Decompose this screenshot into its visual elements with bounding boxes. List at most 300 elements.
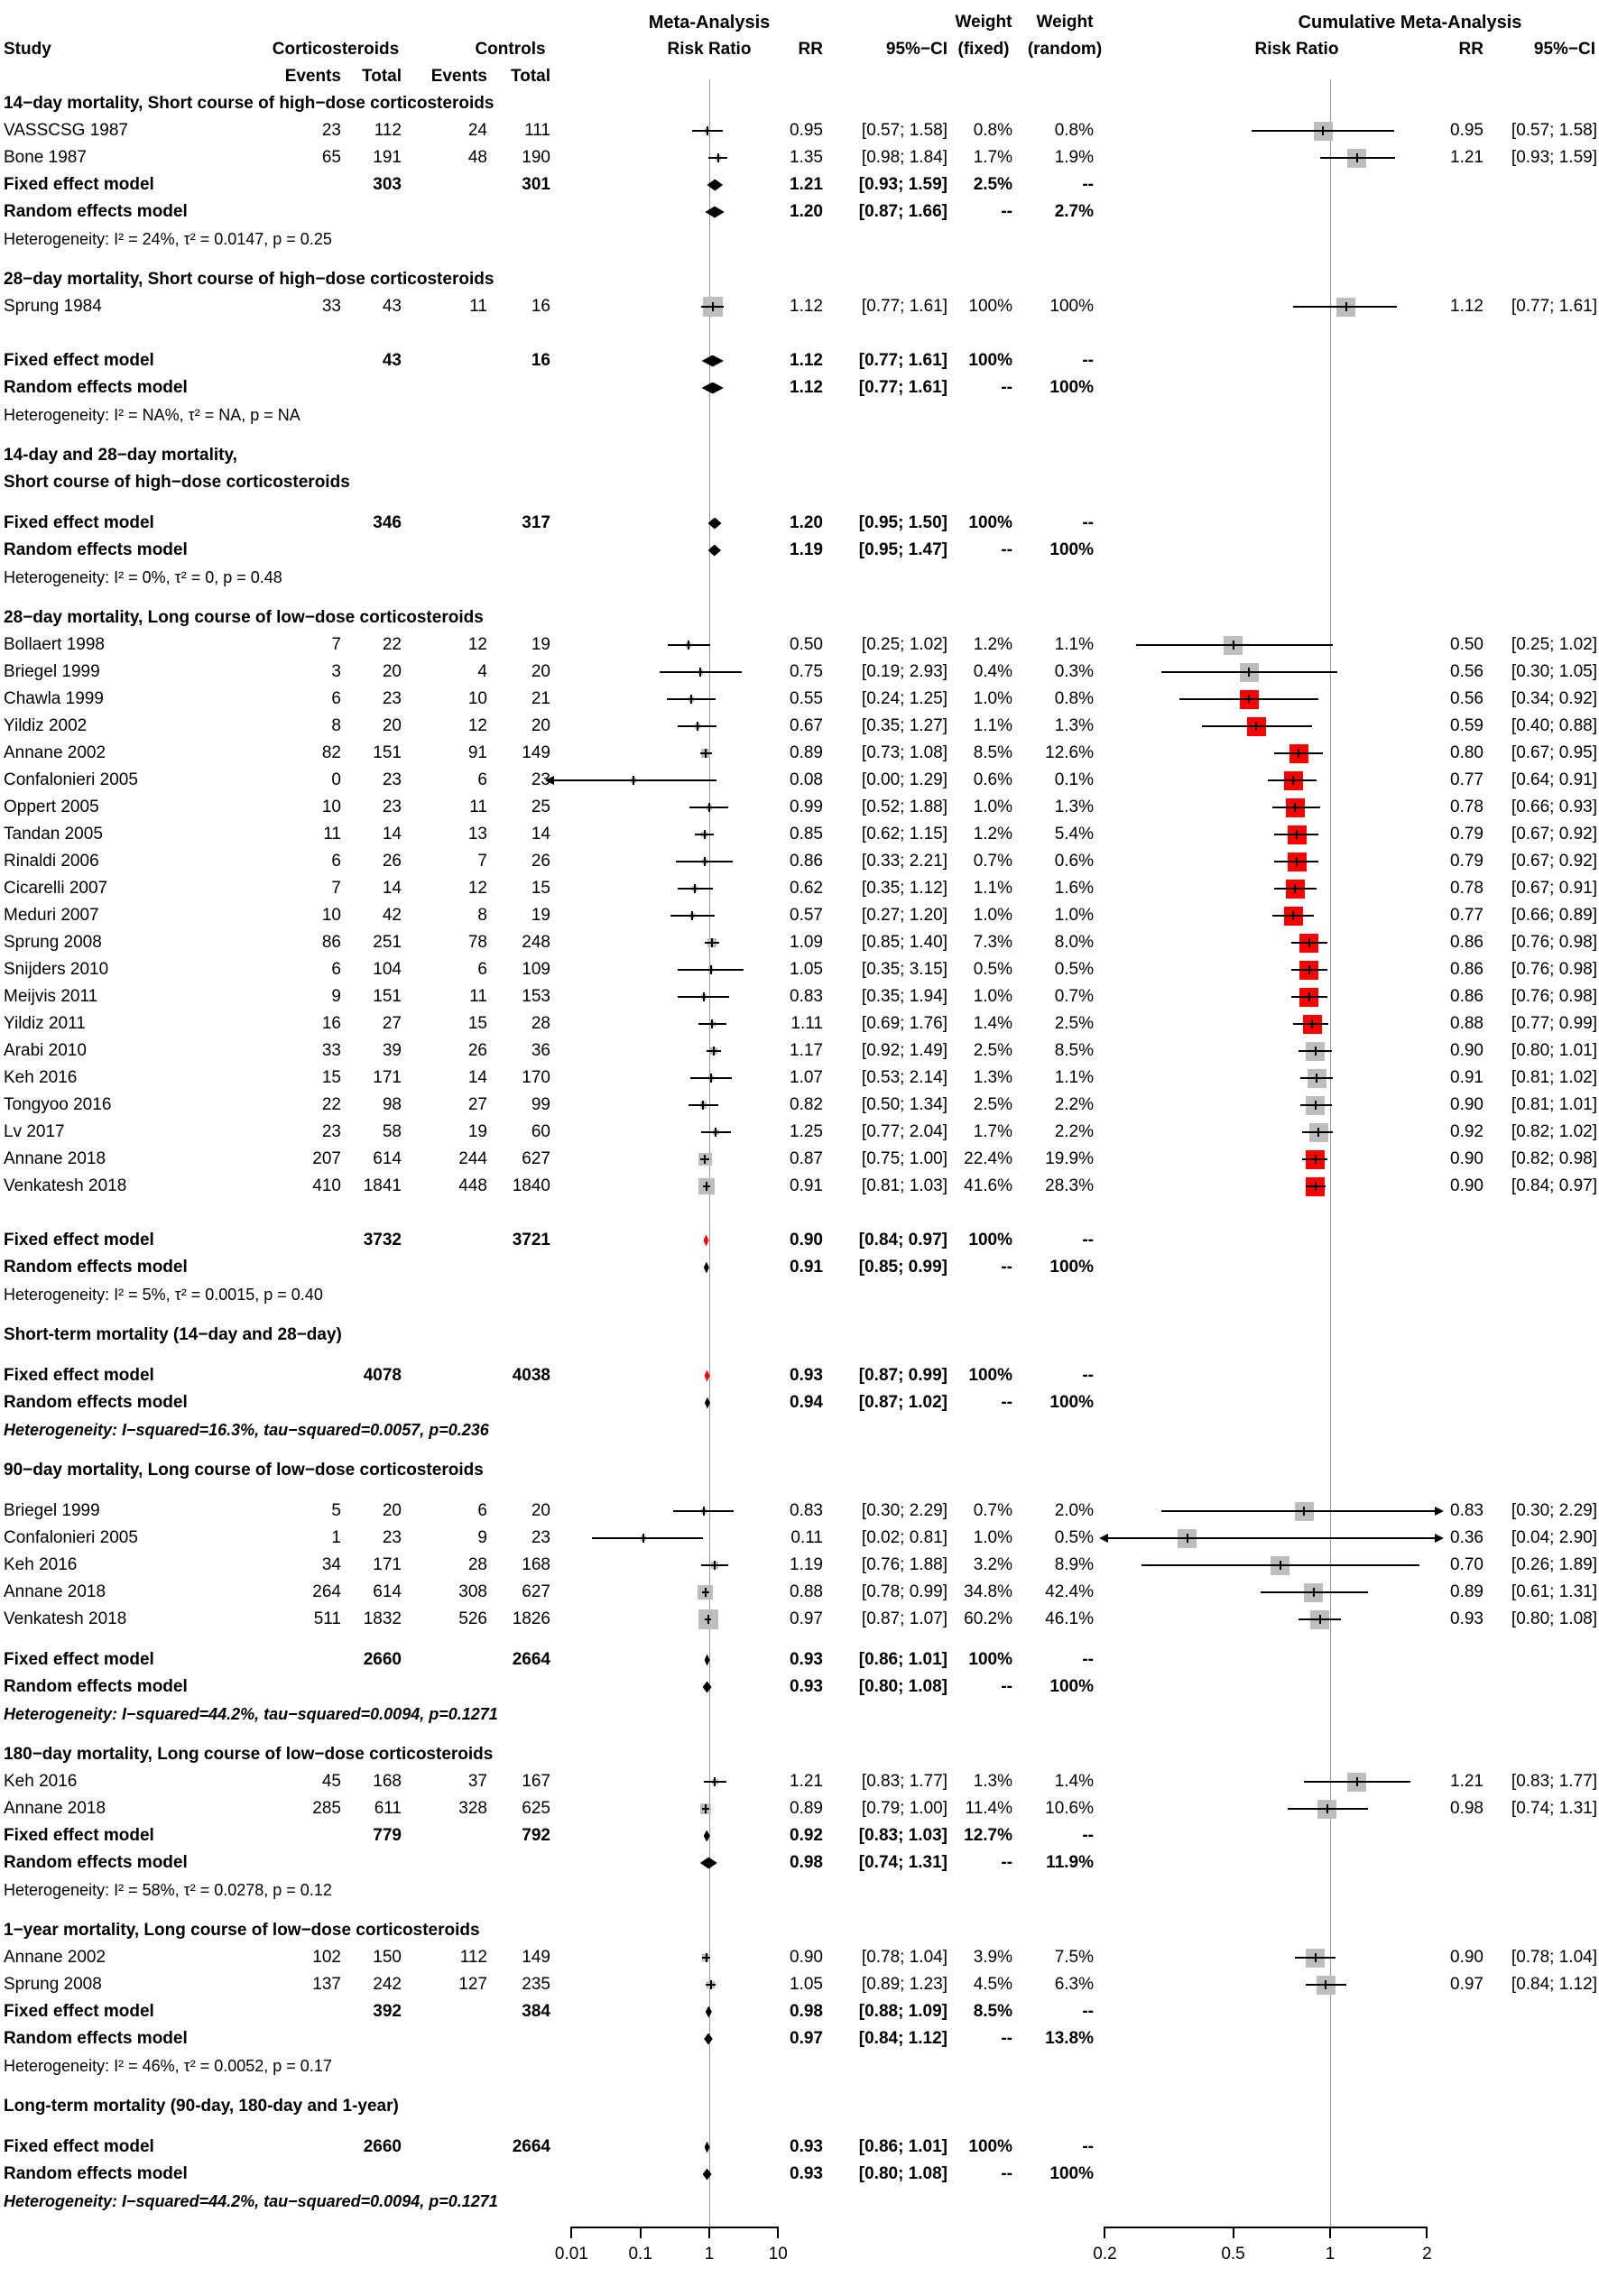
events-cell: 48 xyxy=(467,148,487,167)
study-label: Oppert 2005 xyxy=(4,798,99,816)
weight-fixed-value: 100% xyxy=(968,1231,1012,1249)
total-cell: 171 xyxy=(373,1555,402,1574)
rr-column-header: RR xyxy=(798,40,823,59)
weight-fixed-value: 100% xyxy=(968,1650,1012,1669)
cumulative-point-tick xyxy=(1322,126,1324,135)
weight-random-value: -- xyxy=(1082,1366,1094,1385)
events-cell: 37 xyxy=(467,1772,487,1791)
forest-point-tick xyxy=(690,695,692,704)
total-cell: 98 xyxy=(382,1095,402,1114)
weight-random-value: 1.9% xyxy=(1054,148,1094,167)
cumulative-rr-value: 0.90 xyxy=(1450,1176,1483,1195)
rr-value: 1.17 xyxy=(790,1041,823,1060)
weight-fixed-value: 1.7% xyxy=(973,148,1012,167)
ci-value: [0.77; 1.61] xyxy=(858,378,947,397)
rr-value: 0.62 xyxy=(790,879,823,898)
cumulative-ci-value: [0.81; 1.01] xyxy=(1511,1095,1597,1114)
weight-fixed-value: -- xyxy=(1001,2164,1012,2183)
axis-tick xyxy=(640,2227,642,2238)
events-cell: 9 xyxy=(331,987,341,1006)
corticosteroids-column-header: Corticosteroids xyxy=(272,40,400,59)
ci-clip-arrow xyxy=(545,776,554,785)
rr-value: 0.97 xyxy=(790,1609,823,1628)
weight-random-value: 0.7% xyxy=(1054,987,1094,1006)
ci-value: [0.35; 1.94] xyxy=(861,987,947,1006)
rr-value: 0.90 xyxy=(790,1231,823,1249)
model-label: Fixed effect model xyxy=(4,1650,154,1669)
total-cell: 39 xyxy=(382,1041,402,1060)
weight-random-value: -- xyxy=(1082,175,1094,194)
weight-random-value: 11.9% xyxy=(1046,1853,1094,1872)
total-subheader-corticosteroids: Total xyxy=(362,67,402,86)
forest-point-tick xyxy=(699,668,701,677)
total-cell: 111 xyxy=(524,121,550,140)
model-label: Fixed effect model xyxy=(4,175,154,194)
cumulative-point-tick xyxy=(1308,965,1310,974)
total-cell: 625 xyxy=(522,1799,550,1818)
total-cell: 20 xyxy=(531,662,550,681)
weight-random-value: -- xyxy=(1082,1826,1094,1845)
ci-value: [0.77; 1.61] xyxy=(858,351,947,370)
section-title: Long-term mortality (90-day, 180-day and 1-year) xyxy=(4,2097,399,2116)
cumulative-rr-value: 0.77 xyxy=(1450,906,1483,925)
risk-ratio-column-header: Risk Ratio xyxy=(667,40,752,59)
axis-line xyxy=(1105,2227,1427,2228)
events-cell: 3 xyxy=(331,662,341,681)
cumulative-rr-value: 0.86 xyxy=(1450,933,1483,952)
section-title: 1−year mortality, Long course of low−dose corticosteroids xyxy=(4,1921,480,1940)
cumulative-ci-value: [0.57; 1.58] xyxy=(1511,121,1597,140)
weight-fixed-value: 4.5% xyxy=(973,1975,1012,1994)
forest-point-tick xyxy=(707,126,708,135)
rr-value: 0.86 xyxy=(790,852,823,871)
cumulative-ci-value: [0.26; 1.89] xyxy=(1511,1555,1597,1574)
cumulative-rr-value: 0.93 xyxy=(1450,1609,1483,1628)
weight-fixed-value: -- xyxy=(1001,2029,1012,2048)
forest-point-tick xyxy=(714,1561,716,1570)
weight-random-value: 100% xyxy=(1049,378,1094,397)
total-cell: 2664 xyxy=(512,1650,550,1669)
weight-fixed-value: 8.5% xyxy=(973,2002,1012,2021)
total-cell: 23 xyxy=(382,1528,402,1547)
total-cell: 1841 xyxy=(363,1176,402,1195)
cumulative-point-tick xyxy=(1345,302,1347,311)
cumulative-ci-column-header: 95%−CI xyxy=(1533,40,1595,59)
model-label: Random effects model xyxy=(4,2164,188,2183)
rr-value: 0.75 xyxy=(790,662,823,681)
cumulative-ci-line xyxy=(1108,1537,1435,1539)
cumulative-rr-value: 0.59 xyxy=(1450,716,1483,735)
cumulative-point-tick xyxy=(1313,1588,1315,1597)
weight-fixed-value: 22.4% xyxy=(964,1149,1012,1168)
total-cell: 36 xyxy=(531,1041,550,1060)
weight-random-value: 13.8% xyxy=(1045,2029,1094,2048)
events-cell: 15 xyxy=(321,1068,341,1087)
weight-fixed-value: 100% xyxy=(968,2137,1012,2156)
total-cell xyxy=(311,374,402,401)
rr-value: 0.83 xyxy=(790,1501,823,1520)
total-cell: 1832 xyxy=(363,1609,402,1628)
total-cell: 23 xyxy=(531,1528,550,1547)
total-cell: 20 xyxy=(531,716,550,735)
cumulative-point-tick xyxy=(1292,911,1294,920)
heterogeneity-note: Heterogeneity: I² = 58%, τ² = 0.0278, p = 0.12 xyxy=(4,1881,332,1899)
rr-value: 1.19 xyxy=(790,540,823,559)
weight-fixed-value: 1.2% xyxy=(973,825,1012,844)
model-label: Random effects model xyxy=(4,1853,188,1872)
total-cell xyxy=(311,198,402,226)
events-cell: 14 xyxy=(467,1068,487,1087)
cumulative-rr-value: 0.78 xyxy=(1450,879,1483,898)
weight-random-value: -- xyxy=(1082,513,1094,532)
cumulative-ci-value: [0.34; 0.92] xyxy=(1511,689,1597,708)
total-cell: 190 xyxy=(522,148,550,167)
study-label: Briegel 1999 xyxy=(4,1501,100,1520)
total-cell: 20 xyxy=(531,1501,550,1520)
heterogeneity-note: Heterogeneity: I−squared=16.3%, tau−squared=0.0057, p=0.236 xyxy=(4,1421,489,1439)
rr-value: 0.93 xyxy=(790,1677,823,1696)
events-cell: 10 xyxy=(467,689,487,708)
weight-fixed-value: 100% xyxy=(968,513,1012,532)
total-cell: 14 xyxy=(531,825,550,844)
study-label: Arabi 2010 xyxy=(4,1041,87,1060)
total-cell: 170 xyxy=(522,1068,550,1087)
events-cell: 13 xyxy=(467,825,487,844)
weight-fixed-value: 34.8% xyxy=(964,1582,1012,1601)
ci-value: [0.25; 1.02] xyxy=(861,635,947,654)
total-cell: 3721 xyxy=(512,1231,550,1249)
study-label: Confalonieri 2005 xyxy=(4,770,138,789)
axis-tick xyxy=(777,2227,779,2238)
study-label: Venkatesh 2018 xyxy=(4,1609,127,1628)
cumulative-ci-value: [0.76; 0.98] xyxy=(1511,960,1597,979)
events-cell: 511 xyxy=(313,1609,341,1628)
total-cell: 104 xyxy=(373,960,402,979)
total-cell: 58 xyxy=(382,1122,402,1141)
weight-random-value: 1.6% xyxy=(1054,879,1094,898)
forest-point-tick xyxy=(705,1588,707,1597)
total-cell: 235 xyxy=(522,1975,550,1994)
study-label: VASSCSG 1987 xyxy=(4,121,129,140)
total-cell: 611 xyxy=(374,1799,402,1818)
weight-fixed-column-header: (fixed) xyxy=(957,40,1010,59)
cumulative-ci-value: [0.30; 1.05] xyxy=(1511,662,1597,681)
model-label: Random effects model xyxy=(4,540,188,559)
forest-ci-line xyxy=(554,779,716,781)
weight-random-value: 0.5% xyxy=(1054,960,1094,979)
cumulative-point-tick xyxy=(1315,1047,1317,1056)
cumulative-point-tick xyxy=(1298,749,1299,758)
diamond-marker xyxy=(705,207,724,218)
forest-point-tick xyxy=(711,1019,713,1028)
rr-value: 0.57 xyxy=(790,906,823,925)
weight-fixed-value: 1.7% xyxy=(973,1122,1012,1141)
rr-value: 1.09 xyxy=(790,933,823,952)
total-cell xyxy=(460,1849,550,1876)
rr-value: 0.89 xyxy=(790,1799,823,1818)
rr-value: 1.12 xyxy=(790,378,823,397)
weight-fixed-value: 1.0% xyxy=(973,987,1012,1006)
rr-value: 0.95 xyxy=(790,121,823,140)
events-cell: 27 xyxy=(467,1095,487,1114)
cumulative-ci-value: [0.64; 0.91] xyxy=(1511,770,1597,789)
weight-fixed-value: 0.7% xyxy=(973,852,1012,871)
cumulative-ci-value: [0.25; 1.02] xyxy=(1511,635,1597,654)
weight-fixed-value: 1.0% xyxy=(973,1528,1012,1547)
ci-value: [0.84; 0.97] xyxy=(858,1231,947,1249)
total-cell: 20 xyxy=(382,662,402,681)
cumulative-point-tick xyxy=(1311,1019,1313,1028)
forest-point-tick xyxy=(703,1507,705,1516)
cumulative-ci-value: [0.67; 0.91] xyxy=(1511,879,1597,898)
axis-tick-label: 2 xyxy=(1422,2245,1432,2264)
events-cell: 207 xyxy=(312,1149,341,1168)
events-cell: 0 xyxy=(331,770,341,789)
weight-fixed-value: 8.5% xyxy=(973,743,1012,762)
cumulative-rr-value: 1.21 xyxy=(1450,1772,1483,1791)
weight-fixed-value: 2.5% xyxy=(973,175,1012,194)
study-label: Cicarelli 2007 xyxy=(4,879,108,898)
cumulative-point-tick xyxy=(1294,803,1296,812)
events-cell: 6 xyxy=(477,770,487,789)
events-subheader-corticosteroids: Events xyxy=(284,67,341,86)
total-cell: 28 xyxy=(531,1014,550,1033)
study-label: Tongyoo 2016 xyxy=(4,1095,112,1114)
controls-column-header: Controls xyxy=(475,40,546,59)
rr-value: 0.93 xyxy=(790,1366,823,1385)
cumulative-rr-value: 0.90 xyxy=(1450,1149,1483,1168)
weight-random-value: 100% xyxy=(1049,540,1094,559)
events-cell: 78 xyxy=(467,933,487,952)
ci-value: [0.30; 2.29] xyxy=(861,1501,947,1520)
cumulative-ci-value: [0.93; 1.59] xyxy=(1511,148,1597,167)
weight-random-value: 5.4% xyxy=(1054,825,1094,844)
section-title: 28−day mortality, Long course of low−dose corticosteroids xyxy=(4,608,484,627)
weight-random-value: 42.4% xyxy=(1045,1582,1094,1601)
total-cell: 2660 xyxy=(363,2137,402,2156)
total-cell: 167 xyxy=(522,1772,550,1791)
ci-value: [0.95; 1.47] xyxy=(858,540,947,559)
model-label: Fixed effect model xyxy=(4,2002,154,2021)
study-label: Meduri 2007 xyxy=(4,906,99,925)
cumulative-ci-value: [0.83; 1.77] xyxy=(1511,1772,1597,1791)
weight-random-value: 46.1% xyxy=(1045,1609,1094,1628)
events-cell: 15 xyxy=(467,1014,487,1033)
weight-random-value: -- xyxy=(1082,351,1094,370)
study-label: Annane 2018 xyxy=(4,1582,106,1601)
ci-value: [0.75; 1.00] xyxy=(861,1149,947,1168)
total-cell: 25 xyxy=(531,798,550,816)
weight-fixed-value: -- xyxy=(1001,378,1012,397)
weight-fixed-value: -- xyxy=(1001,202,1012,221)
cumulative-rr-value: 0.90 xyxy=(1450,1041,1483,1060)
total-cell: 384 xyxy=(522,2002,550,2021)
axis-tick-label: 0.2 xyxy=(1093,2245,1117,2264)
total-cell: 1826 xyxy=(512,1609,550,1628)
ci-value: [0.79; 1.00] xyxy=(861,1799,947,1818)
events-cell: 410 xyxy=(312,1176,341,1195)
study-label: Annane 2018 xyxy=(4,1149,106,1168)
events-cell: 448 xyxy=(458,1176,487,1195)
model-label: Random effects model xyxy=(4,378,188,397)
ci-value: [0.76; 1.88] xyxy=(861,1555,947,1574)
forest-point-tick xyxy=(702,1101,704,1110)
total-cell: 168 xyxy=(373,1772,402,1791)
cumulative-ci-value: [0.67; 0.92] xyxy=(1511,825,1597,844)
total-cell: 346 xyxy=(373,513,402,532)
ci-value: [0.80; 1.08] xyxy=(858,1677,947,1696)
total-cell: 43 xyxy=(382,351,402,370)
total-cell: 614 xyxy=(373,1582,402,1601)
weight-random-value: 2.7% xyxy=(1054,202,1094,221)
forest-point-tick xyxy=(712,302,714,311)
rr-value: 1.19 xyxy=(790,1555,823,1574)
cumulative-ci-value: [0.84; 0.97] xyxy=(1511,1176,1597,1195)
diamond-marker xyxy=(704,1262,709,1274)
model-label: Random effects model xyxy=(4,2029,188,2048)
study-label: Annane 2002 xyxy=(4,743,106,762)
total-cell xyxy=(460,1389,550,1416)
forest-point-tick xyxy=(704,1155,706,1164)
weight-fixed-value: -- xyxy=(1001,540,1012,559)
total-cell xyxy=(460,2025,550,2052)
section-title: 180−day mortality, Long course of low−dose corticosteroids xyxy=(4,1745,494,1764)
axis-tick-label: 0.5 xyxy=(1221,2245,1245,2264)
events-cell: 5 xyxy=(331,1501,341,1520)
events-cell: 28 xyxy=(467,1555,487,1574)
cumulative-point-tick xyxy=(1296,830,1298,839)
forest-point-tick xyxy=(704,857,706,866)
weight-fixed-value: 41.6% xyxy=(964,1176,1012,1195)
rr-value: 1.12 xyxy=(790,351,823,370)
heterogeneity-note: Heterogeneity: I−squared=44.2%, tau−squared=0.0094, p=0.1271 xyxy=(4,1705,498,1723)
ci-value: [0.50; 1.34] xyxy=(861,1095,947,1114)
ci-value: [0.57; 1.58] xyxy=(861,121,947,140)
model-label: Fixed effect model xyxy=(4,513,154,532)
total-cell: 99 xyxy=(531,1095,550,1114)
cumulative-ci-value: [0.67; 0.92] xyxy=(1511,852,1597,871)
weight-fixed-value: 11.4% xyxy=(965,1799,1012,1818)
cumulative-ci-line xyxy=(1136,644,1333,646)
events-cell: 45 xyxy=(321,1772,341,1791)
weight-random-value: 8.5% xyxy=(1054,1041,1094,1060)
cumulative-rr-column-header: RR xyxy=(1458,40,1483,59)
heterogeneity-note: Heterogeneity: I² = 5%, τ² = 0.0015, p = 0.40 xyxy=(4,1286,323,1304)
cumulative-risk-ratio-column-header: Risk Ratio xyxy=(1254,40,1339,59)
forest-ci-line xyxy=(592,1537,703,1539)
weight-random-value: 0.3% xyxy=(1054,662,1094,681)
ci-value: [0.93; 1.59] xyxy=(858,175,947,194)
ci-value: [0.86; 1.01] xyxy=(858,2137,947,2156)
total-cell: 16 xyxy=(531,351,550,370)
diamond-marker xyxy=(702,355,724,367)
total-cell xyxy=(460,537,550,564)
study-label: Chawla 1999 xyxy=(4,689,104,708)
axis-tick-label: 0.1 xyxy=(628,2245,652,2264)
rr-value: 0.85 xyxy=(790,825,823,844)
rr-value: 1.20 xyxy=(790,202,823,221)
cumulative-point-tick xyxy=(1303,1507,1305,1516)
weight-fixed-value: 0.6% xyxy=(973,770,1012,789)
rr-value: 0.97 xyxy=(790,2029,823,2048)
events-cell: 23 xyxy=(321,1122,341,1141)
cumulative-rr-value: 0.78 xyxy=(1450,798,1483,816)
weight-random-value: 2.0% xyxy=(1054,1501,1094,1520)
total-cell xyxy=(311,1254,402,1281)
cumulative-rr-value: 0.86 xyxy=(1450,987,1483,1006)
total-cell: 22 xyxy=(382,635,402,654)
axis-tick xyxy=(1233,2227,1234,2238)
cumulative-point-tick xyxy=(1296,857,1298,866)
study-label: Snijders 2010 xyxy=(4,960,109,979)
weight-fixed-value: -- xyxy=(1001,1677,1012,1696)
events-cell: 526 xyxy=(458,1609,487,1628)
events-cell: 137 xyxy=(312,1975,341,1994)
total-cell xyxy=(311,1849,402,1876)
total-cell: 627 xyxy=(522,1582,550,1601)
rr-value: 0.11 xyxy=(790,1528,823,1547)
ci-value: [0.83; 1.77] xyxy=(861,1772,947,1791)
events-cell: 16 xyxy=(321,1014,341,1033)
study-label: Venkatesh 2018 xyxy=(4,1176,127,1195)
cumulative-ci-value: [0.76; 0.98] xyxy=(1511,987,1597,1006)
weight-random-value: 1.1% xyxy=(1054,1068,1094,1087)
study-label: Sprung 1984 xyxy=(4,297,102,316)
weight-fixed-value: 0.4% xyxy=(973,662,1012,681)
cumulative-ci-value: [0.66; 0.89] xyxy=(1511,906,1597,925)
total-cell: 1840 xyxy=(512,1176,550,1195)
cumulative-ci-value: [0.66; 0.93] xyxy=(1511,798,1597,816)
section-title: Short course of high−dose corticosteroids xyxy=(4,473,350,492)
weight-fixed-value: 0.5% xyxy=(973,960,1012,979)
events-cell: 9 xyxy=(477,1528,487,1547)
weight-fixed-value: 3.2% xyxy=(973,1555,1012,1574)
total-cell: 42 xyxy=(382,906,402,925)
total-cell: 23 xyxy=(382,770,402,789)
study-label: Keh 2016 xyxy=(4,1068,78,1087)
ci-value: [0.74; 1.31] xyxy=(858,1853,947,1872)
total-cell: 171 xyxy=(373,1068,402,1087)
cumulative-rr-value: 0.56 xyxy=(1450,689,1483,708)
ci-value: [0.86; 1.01] xyxy=(858,1650,947,1669)
heterogeneity-note: Heterogeneity: I² = 24%, τ² = 0.0147, p = 0.25 xyxy=(4,230,332,248)
cumulative-rr-value: 0.77 xyxy=(1450,770,1483,789)
forest-point-tick xyxy=(694,884,696,893)
rr-value: 0.91 xyxy=(790,1258,823,1277)
total-cell: 191 xyxy=(373,148,402,167)
events-cell: 12 xyxy=(467,716,487,735)
rr-value: 1.07 xyxy=(790,1068,823,1087)
cumulative-rr-value: 0.83 xyxy=(1450,1501,1483,1520)
total-cell: 23 xyxy=(382,798,402,816)
forest-point-tick xyxy=(633,776,634,785)
events-cell: 19 xyxy=(467,1122,487,1141)
section-title: 14-day and 28−day mortality, xyxy=(4,446,237,465)
ci-value: [0.19; 2.93] xyxy=(861,662,947,681)
cumulative-rr-value: 1.12 xyxy=(1450,297,1483,316)
cumulative-rr-value: 0.56 xyxy=(1450,662,1483,681)
forest-point-tick xyxy=(714,1777,716,1786)
events-cell: 10 xyxy=(321,798,341,816)
ci-value: [0.87; 1.66] xyxy=(858,202,947,221)
ci-value: [0.52; 1.88] xyxy=(861,798,947,816)
weight-random-value: -- xyxy=(1082,1650,1094,1669)
weight-random-value: 1.0% xyxy=(1054,906,1094,925)
events-cell: 82 xyxy=(321,743,341,762)
weight-fixed-value: 100% xyxy=(968,1366,1012,1385)
rr-value: 1.05 xyxy=(790,960,823,979)
total-cell: 153 xyxy=(522,987,550,1006)
